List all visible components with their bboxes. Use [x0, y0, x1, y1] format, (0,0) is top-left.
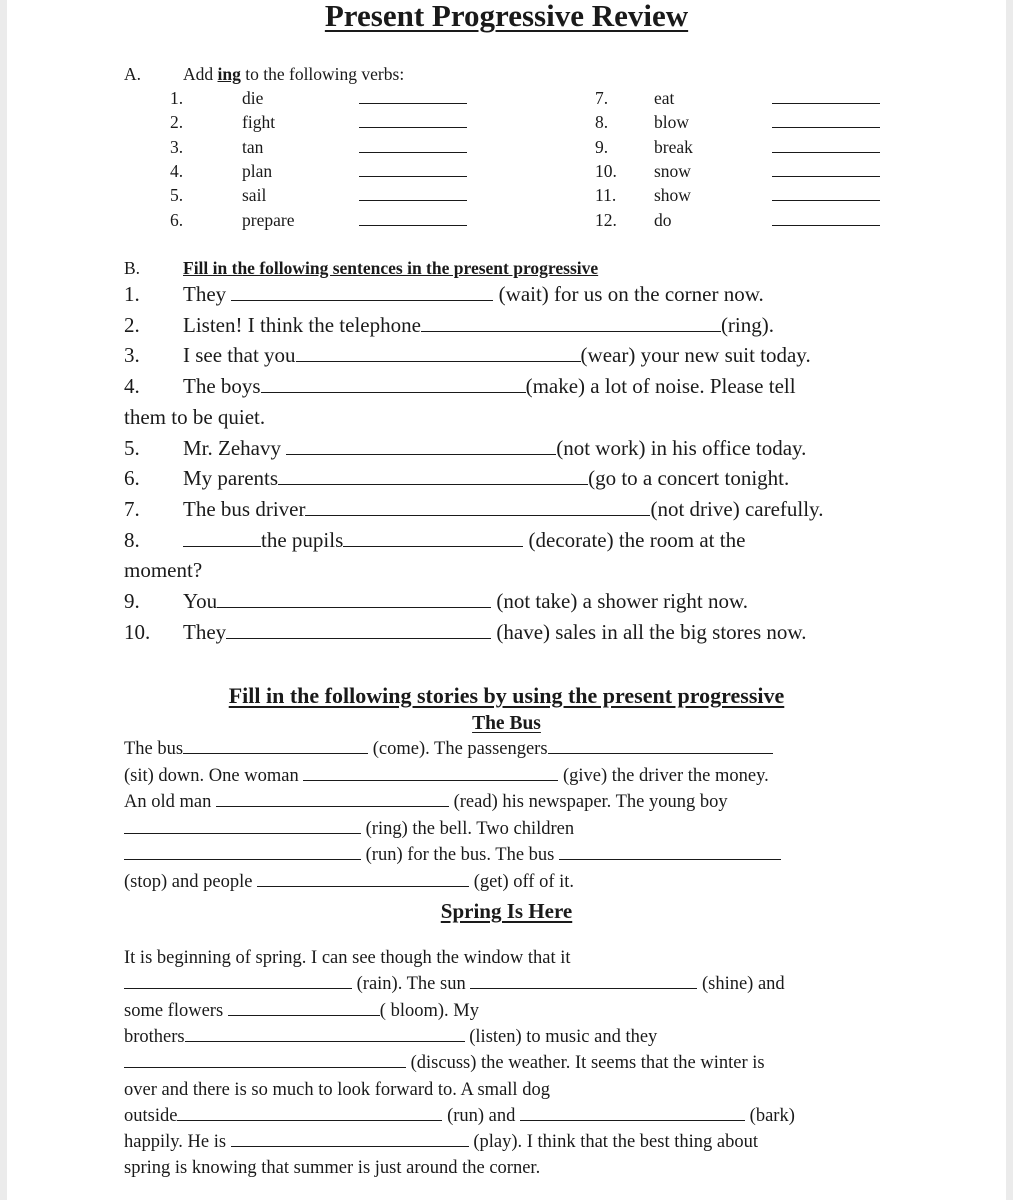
verb-answer-line	[359, 88, 467, 109]
story-blank[interactable]	[228, 1014, 380, 1016]
sentence-after: (wait) for us on the corner now.	[493, 282, 764, 306]
verb-answer-line	[772, 210, 880, 231]
story-text: The bus	[124, 739, 184, 759]
story-text: (play). I think that the best thing about	[468, 1132, 758, 1153]
story-text: (come). The passengers	[368, 739, 548, 759]
sentence-line	[183, 466, 789, 491]
sentence-line	[183, 528, 745, 553]
verb-number: 9.	[595, 136, 609, 157]
story-line	[124, 1053, 765, 1074]
story-text: (run) for the bus. The bus	[361, 845, 559, 865]
sentence-line	[183, 343, 811, 368]
sentence-after: (not drive) carefully.	[650, 496, 824, 521]
verb-answer-line	[772, 88, 880, 109]
story-blank[interactable]	[257, 885, 469, 887]
verb-word: prepare	[242, 209, 295, 230]
story-text: (discuss) the weather. It seems that the winter is	[406, 1053, 765, 1074]
story-line	[124, 1158, 540, 1179]
section-a-instruction	[183, 64, 404, 85]
story-text: (rain). The sun	[352, 974, 471, 995]
story-text: An old man	[124, 792, 216, 812]
instruction-prefix: Add	[183, 64, 218, 84]
sentence-after: (go to a concert tonight.	[588, 466, 790, 491]
sentence-before: My parents	[183, 466, 279, 491]
story-blank[interactable]	[548, 752, 773, 754]
verb-number: 4.	[170, 160, 184, 181]
story-text: (bark)	[745, 1105, 795, 1126]
sentence-line	[183, 282, 764, 307]
sentence-before: Listen! I think the telephone	[183, 312, 421, 337]
page-title: Present Progressive Review	[324, 0, 689, 33]
verb-word: snow	[654, 160, 691, 181]
story-blank[interactable]	[559, 858, 781, 860]
sentence-line	[183, 436, 806, 461]
verb-answer-blank[interactable]	[772, 199, 880, 201]
story-text: (read) his newspaper. The young boy	[448, 792, 728, 812]
story-blank[interactable]	[303, 779, 558, 781]
sentence-before: I see that you	[183, 343, 296, 368]
sentence-blank[interactable]	[421, 330, 721, 332]
verb-word: sail	[242, 185, 267, 206]
sentence-number: 5.	[124, 435, 140, 460]
verb-answer-blank[interactable]	[772, 175, 880, 177]
sentence-continuation: moment?	[124, 558, 203, 583]
story-line	[124, 948, 571, 969]
story-line	[124, 845, 781, 866]
verb-answer-line	[772, 185, 880, 206]
sentence-line	[183, 620, 806, 645]
sentence-line	[183, 497, 823, 522]
verb-answer-blank[interactable]	[359, 102, 467, 104]
sentence-blank[interactable]	[286, 453, 556, 455]
verb-number: 6.	[170, 209, 184, 230]
verb-answer-blank[interactable]	[359, 151, 467, 153]
verb-number: 2.	[170, 112, 184, 133]
verb-number: 10.	[595, 160, 617, 181]
story-blank[interactable]	[124, 858, 361, 860]
sentence-middle: the pupils	[261, 527, 344, 552]
story-text: (listen) to music and they	[464, 1026, 658, 1047]
sentence-blank[interactable]	[183, 545, 261, 547]
story-text: over and there is so much to look forward to. A small dog	[124, 1079, 550, 1100]
story-line	[124, 792, 728, 813]
story-text: ( bloom). My	[379, 1000, 479, 1021]
sentence-before: They	[183, 282, 232, 306]
sentence-after: (decorate) the room at the	[523, 527, 746, 552]
story-text: outside	[124, 1105, 178, 1126]
verb-answer-blank[interactable]	[359, 175, 467, 177]
verb-number: 12.	[595, 209, 617, 230]
section-b-heading: Fill in the following sentences in the present progressive	[183, 258, 599, 278]
sentence-number: 6.	[124, 466, 140, 491]
sentence-blank[interactable]	[231, 299, 493, 301]
sentence-after: (not take) a shower right now.	[491, 589, 749, 613]
story-line	[124, 1001, 479, 1022]
sentence-before: The boys	[183, 374, 261, 399]
verb-answer-blank[interactable]	[772, 126, 880, 128]
verb-number: 3.	[170, 136, 184, 157]
sentence-line	[183, 313, 774, 338]
verb-number: 7.	[595, 88, 609, 108]
verb-word: die	[242, 88, 264, 108]
verb-answer-line	[359, 210, 467, 231]
story-line	[124, 1106, 795, 1127]
story-text: (shine) and	[697, 974, 785, 995]
story-line	[124, 872, 574, 893]
story-text: (stop) and people	[124, 871, 258, 892]
story-text: brothers	[124, 1026, 185, 1047]
sentence-number: 7.	[124, 496, 140, 521]
sentence-number: 9.	[124, 589, 140, 613]
story-text: (ring) the bell. Two children	[361, 818, 575, 839]
verb-answer-blank[interactable]	[359, 199, 467, 201]
story-blank[interactable]	[520, 1119, 745, 1121]
story-line	[124, 974, 785, 995]
story-text: (run) and	[442, 1105, 521, 1126]
sentence-blank[interactable]	[343, 545, 523, 547]
verb-answer-line	[772, 137, 880, 158]
sentence-line	[183, 374, 796, 399]
verb-number: 11.	[595, 185, 617, 206]
verb-answer-line	[359, 185, 467, 206]
story-text: happily. He is	[124, 1132, 231, 1153]
sentence-blank[interactable]	[217, 606, 491, 608]
sentence-number: 10.	[124, 619, 151, 644]
sentence-blank[interactable]	[305, 514, 650, 516]
section-a-letter: A.	[124, 64, 142, 84]
story-blank[interactable]	[124, 1066, 406, 1068]
story-line	[124, 739, 773, 760]
sentence-blank[interactable]	[278, 483, 588, 485]
story-line	[124, 1080, 550, 1101]
instruction-emphasis: ing	[217, 64, 241, 84]
verb-word: show	[654, 185, 691, 206]
verb-word: do	[654, 209, 672, 230]
story-text: spring is knowing that summer is just around the corner.	[124, 1158, 541, 1179]
sentence-blank[interactable]	[261, 391, 526, 393]
story-line	[124, 819, 574, 840]
sentence-before: They	[183, 619, 227, 644]
sentence-after: (make) a lot of noise. Please tell	[525, 374, 796, 399]
story-blank[interactable]	[124, 987, 352, 989]
sentence-number: 1.	[124, 282, 140, 306]
instruction-suffix: to the following verbs:	[240, 64, 405, 84]
sentence-number: 3.	[124, 343, 140, 368]
verb-number: 1.	[170, 88, 184, 108]
sentence-after: (wear) your new suit today.	[580, 343, 811, 368]
verb-answer-line	[359, 112, 467, 133]
story-blank[interactable]	[124, 832, 361, 834]
story-line	[124, 1027, 657, 1048]
story-blank[interactable]	[183, 752, 368, 754]
story-text: (get) off of it.	[469, 871, 575, 892]
story-blank[interactable]	[470, 987, 697, 989]
sentence-after: (have) sales in all the big stores now.	[491, 619, 807, 644]
sentence-after: (not work) in his office today.	[556, 435, 807, 460]
sentence-number: 8.	[124, 527, 140, 552]
story-text: some flowers	[124, 1000, 228, 1021]
verb-word: plan	[242, 160, 273, 181]
story-title-bus: The Bus	[472, 713, 541, 734]
sentence-before: The bus driver	[183, 496, 306, 521]
sentence-line	[183, 589, 748, 614]
story-line	[124, 766, 769, 787]
story-blank[interactable]	[231, 1145, 469, 1147]
sentence-number: 2.	[124, 312, 140, 337]
story-blank[interactable]	[177, 1119, 442, 1121]
verb-answer-blank[interactable]	[772, 102, 880, 104]
sentence-blank[interactable]	[296, 360, 581, 362]
verb-word: eat	[654, 88, 675, 108]
verb-answer-blank[interactable]	[359, 126, 467, 128]
section-b-letter: B.	[124, 258, 141, 278]
verb-answer-line	[772, 161, 880, 182]
verb-answer-blank[interactable]	[772, 224, 880, 226]
verb-word: tan	[242, 136, 264, 157]
story-line	[124, 1132, 758, 1153]
verb-answer-blank[interactable]	[772, 151, 880, 153]
story-title-spring: Spring Is Here	[440, 899, 573, 923]
verb-answer-line	[359, 161, 467, 182]
verb-number: 5.	[170, 185, 184, 206]
verb-answer-line	[359, 137, 467, 158]
verb-word: break	[654, 136, 693, 157]
story-blank[interactable]	[185, 1040, 465, 1042]
sentence-continuation: them to be quiet.	[124, 404, 266, 429]
stories-heading: Fill in the following stories by using the present progressive	[228, 683, 785, 708]
verb-word: fight	[242, 112, 276, 133]
story-text: It is beginning of spring. I can see though the window that it	[124, 948, 571, 968]
verb-word: blow	[654, 112, 689, 133]
story-text: (sit) down. One woman	[124, 765, 304, 786]
sentence-after: (ring).	[720, 312, 775, 337]
sentence-before: You	[183, 589, 218, 613]
sentence-number: 4.	[124, 374, 140, 399]
verb-number: 8.	[595, 112, 609, 133]
story-text: (give) the driver the money.	[558, 765, 769, 786]
sentence-blank[interactable]	[226, 637, 491, 639]
verb-answer-line	[772, 112, 880, 133]
verb-answer-blank[interactable]	[359, 224, 467, 226]
story-blank[interactable]	[216, 805, 449, 807]
sentence-before: Mr. Zehavy	[183, 435, 287, 460]
